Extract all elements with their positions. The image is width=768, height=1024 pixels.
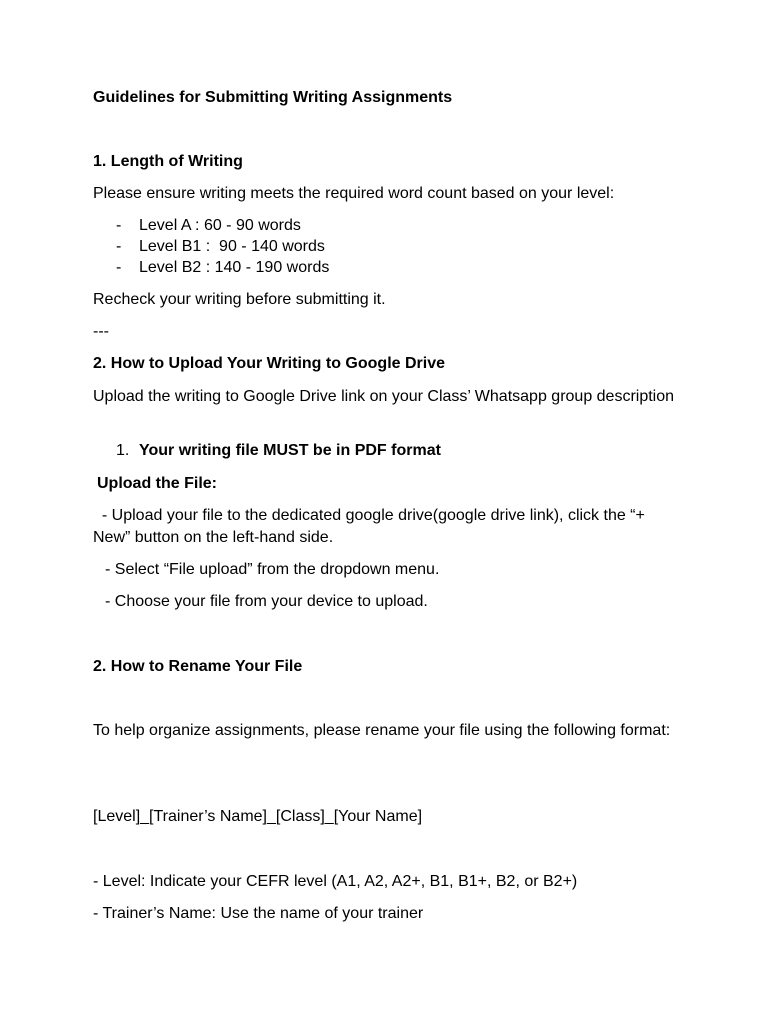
- pdf-format-requirement: Your writing file MUST be in PDF format: [139, 442, 441, 459]
- numbered-marker: 1.: [116, 442, 130, 459]
- upload-step-2: - Select “File upload” from the dropdown menu.: [105, 561, 440, 578]
- document-title: Guidelines for Submitting Writing Assignments: [93, 89, 453, 106]
- upload-file-heading: Upload the File:: [97, 475, 217, 492]
- upload-step-1: - Upload your file to the dedicated google drive(google drive link), click the “+ New” button on the left-hand side.: [93, 507, 650, 546]
- list-item-level-b1: Level B1 : 90 - 140 words: [139, 238, 325, 255]
- list-item-level-b2: Level B2 : 140 - 190 words: [139, 259, 330, 276]
- section2-intro: Upload the writing to Google Drive link on your Class’ Whatsapp group description: [93, 388, 675, 405]
- list-bullet: -: [116, 217, 122, 234]
- section1-intro: Please ensure writing meets the required word count based on your level:: [93, 185, 615, 202]
- section1-heading: 1. Length of Writing: [93, 153, 243, 170]
- detail-trainer-name: - Trainer’s Name: Use the name of your trainer: [93, 905, 424, 922]
- list-bullet: -: [116, 238, 122, 255]
- filename-format: [Level]_[Trainer’s Name]_[Class]_[Your Name]: [93, 808, 423, 825]
- section2-heading: 2. How to Upload Your Writing to Google Drive: [93, 355, 446, 372]
- list-item-level-a: Level A : 60 - 90 words: [139, 217, 301, 234]
- separator: ---: [93, 323, 109, 340]
- recheck-note: Recheck your writing before submitting it.: [93, 291, 386, 308]
- section3-intro: To help organize assignments, please rename your file using the following format:: [93, 722, 671, 739]
- upload-step-3: - Choose your file from your device to upload.: [105, 593, 428, 610]
- section3-heading: 2. How to Rename Your File: [93, 658, 303, 675]
- detail-level: - Level: Indicate your CEFR level (A1, A2, A2+, B1, B1+, B2, or B2+): [93, 873, 578, 890]
- list-bullet: -: [116, 259, 122, 276]
